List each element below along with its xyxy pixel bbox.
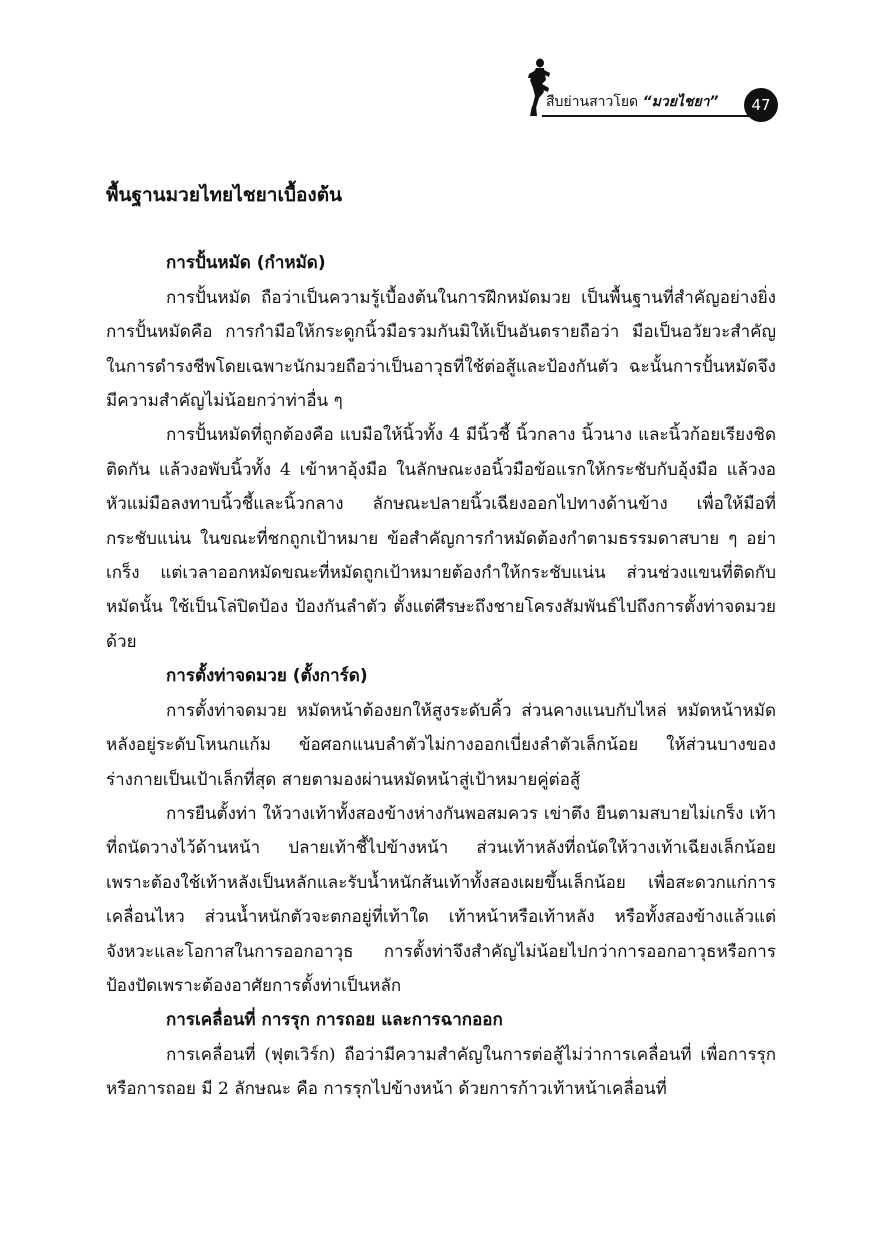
header-divider: [542, 115, 752, 117]
section-footwork: [106, 1003, 776, 1106]
section-heading: การตั้งท่าจดมวย (ตั้งการ์ด): [166, 666, 368, 687]
section-heading: การปั้นหมัด (กำหมัด): [166, 253, 326, 274]
paragraph: การตั้งท่าจดมวย หมัดหน้าต้องยกให้สูงระดับคิ้ว ส่วนคางแนบกับไหล่ หมัดหน้าหมัดหลังอยู่ระดับโหนกแก้ม ข้อศอกแนบลำตัวไม่กางออกเบี่ยงลำตัวเล็กน้อย ให้ส่วนบางของร่างกายเป็นเป้าเล็กที่สุด สายตามองผ่านหมัดหน้าสู่เป้าหมายคู่ต่อสู้: [106, 700, 776, 790]
page-body: [106, 178, 776, 1107]
paragraph: การยืนตั้งท่า ให้วางเท้าทั้งสองข้างห่างกันพอสมควร เข่าตึง ยืนตามสบายไม่เกร็ง เท้าที่ถนัดวางไว้ด้านหน้า ปลายเท้าชี้ไปข้างหน้า ส่วนเท้าหลังที่ถนัดให้วางเท้าเฉียงเล็กน้อย เพราะต้องใช้เท้าหลังเป็นหลักและรับน้ำหนักส้นเท้าทั้งสองเผยขึ้นเล็กน้อย เพื่อสะดวกแก่การเคลื่อนไหว ส่วนน้ำหนักตัวจะตกอยู่ที่เท้าใด เท้าหน้าหรือเท้าหลัง หรือทั้งสองข้างแล้วแต่จังหวะและโอกาสในการออกอาวุธ การตั้งท่าจึงสำคัญไม่น้อยไปกว่าการออกอาวุธหรือการป้องปัดเพราะต้องอาศัยการตั้งท่าเป็นหลัก: [106, 803, 776, 996]
section-guard: [106, 659, 776, 1003]
page-number-badge: 47: [744, 88, 778, 122]
running-header: [516, 58, 778, 118]
chapter-heading: พื้นฐานมวยไทยไชยาเบื้องต้น: [106, 184, 343, 206]
paragraph: การเคลื่อนที่ (ฟุตเวิร์ก) ถือว่ามีความสำคัญในการต่อสู้ไม่ว่าการเคลื่อนที่ เพื่อการรุกหรือการถอย มี 2 ลักษณะ คือ การรุกไปข้างหน้า ด้วยการก้าวเท้าหน้าเคลื่อนที่: [106, 1044, 776, 1100]
header-title: [546, 91, 719, 113]
header-title-plain: สืบย่านสาวโยด: [546, 94, 643, 110]
section-fist: [106, 246, 776, 659]
paragraph: การปั้นหมัด ถือว่าเป็นความรู้เบื้องต้นในการฝึกหมัดมวย เป็นพื้นฐานที่สำคัญอย่างยิ่ง การปั้นหมัดคือ การกำมือให้กระดูกนิ้วมือรวมกันมิให้เป็นอันตรายถือว่า มือเป็นอวัยวะสำคัญในการดำรงชีพโดยเฉพาะนักมวยถือว่าเป็นอาวุธที่ใช้ต่อสู้และป้องกันตัว ฉะนั้นการปั้นหมัดจึงมีความสำคัญไม่น้อยกว่าท่าอื่น ๆ: [106, 287, 776, 412]
header-title-italic: “มวยไชยา”: [642, 94, 719, 110]
paragraph: การปั้นหมัดที่ถูกต้องคือ แบมือให้นิ้วทั้ง 4 มีนิ้วชี้ นิ้วกลาง นิ้วนาง และนิ้วก้อยเรียงชิดติดกัน แล้วงอพับนิ้วทั้ง 4 เข้าหาอุ้งมือ ในลักษณะงอนิ้วมือข้อแรกให้กระชับกับอุ้งมือ แล้วงอหัวแม่มือลงทาบนิ้วชี้และนิ้วกลาง ลักษณะปลายนิ้วเฉียงออกไปทางด้านข้าง เพื่อให้มือที่กระชับแน่น ในขณะที่ชกถูกเป้าหมาย ข้อสำคัญการกำหมัดต้องกำตามธรรมดาสบาย ๆ อย่าเกร็ง แต่เวลาออกหมัดขณะที่หมัดถูกเป้าหมายต้องกำให้กระชับแน่น ส่วนช่วงแขนที่ติดกับหมัดนั้น ใช้เป็นโล่ปิดป้อง ป้องกันลำตัว ตั้งแต่ศีรษะถึงชายโครงสัมพันธ์ไปถึงการตั้งท่าจดมวยด้วย: [106, 425, 776, 652]
section-heading: การเคลื่อนที่ การรุก การถอย และการฉากออก: [166, 1010, 503, 1031]
